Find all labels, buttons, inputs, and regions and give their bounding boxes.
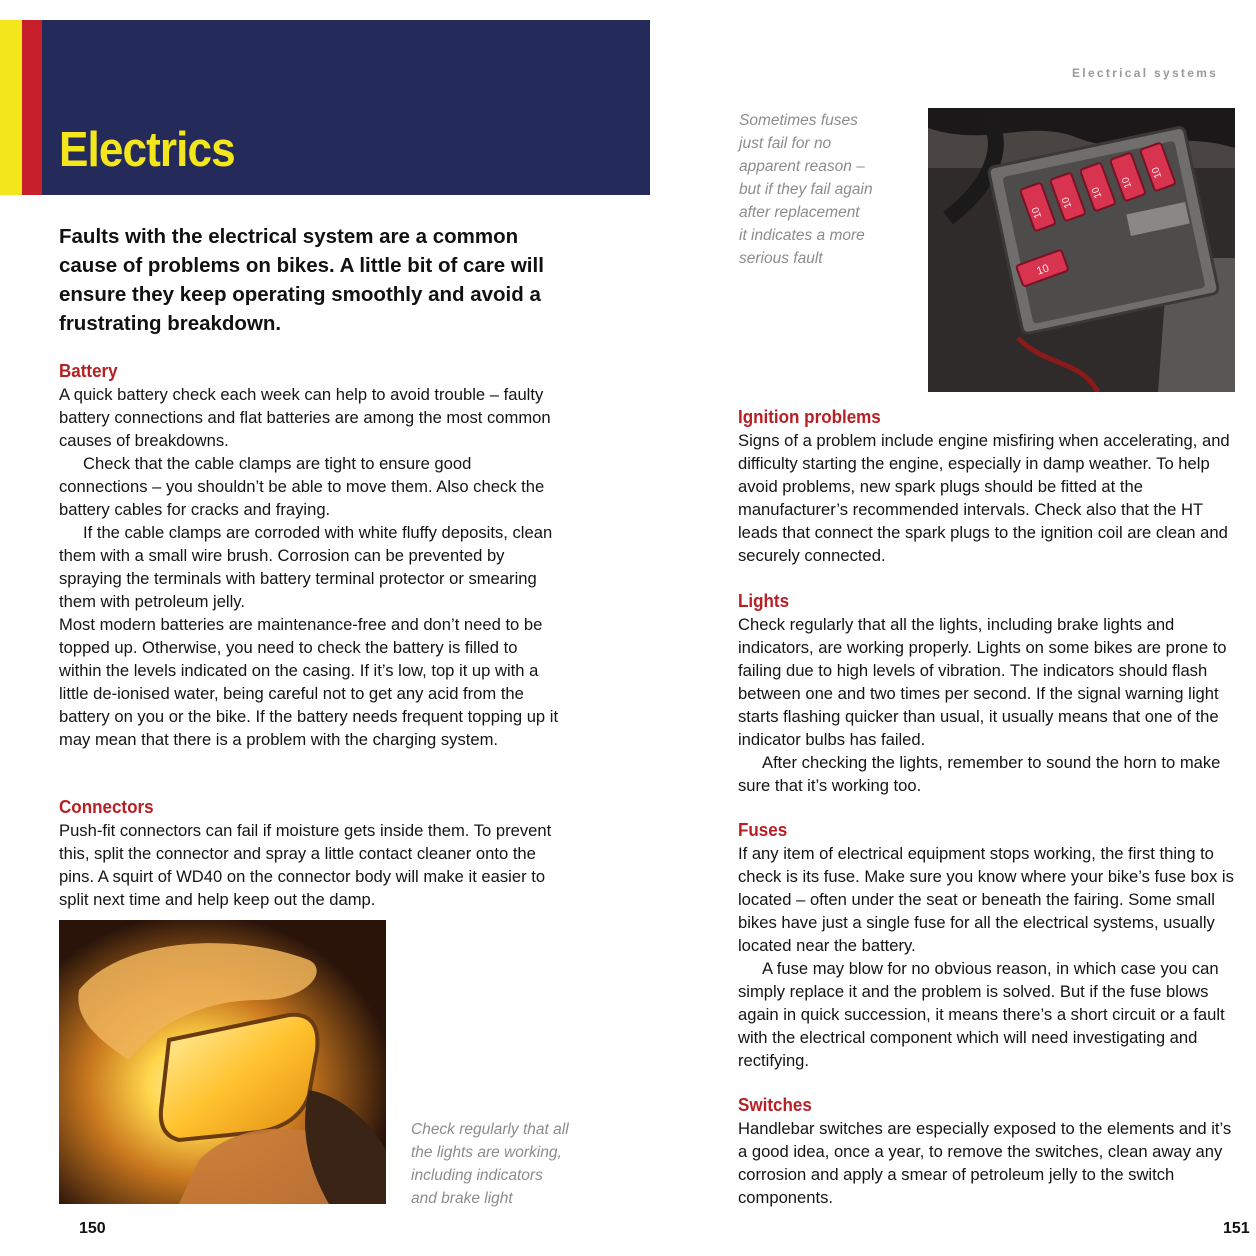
intro-paragraph: Faults with the electrical system are a common cause of problems on bikes. A little bit of care will ensure they keep operating smoothly and avoid a frustrating breakdown.: [59, 225, 544, 335]
fuse-label: 10: [1150, 165, 1165, 180]
paragraph: Push-fit connectors can fail if moisture gets inside them. To prevent this, split the connector and spray a little contact cleaner onto the pins. A squirt of WD40 on the connector body will make it easier to split next time and help keep out the damp.: [59, 821, 552, 909]
section-heading: Connectors: [59, 796, 154, 817]
paragraph: After checking the lights, remember to sound the horn to make sure that it’s working too.: [738, 753, 1221, 795]
fuse-label: 10: [1090, 185, 1105, 200]
chapter-title: Electrics: [59, 123, 235, 177]
caption-line: the lights are working,: [411, 1144, 562, 1161]
section-heading: Switches: [738, 1094, 812, 1115]
section-heading: Lights: [738, 590, 790, 611]
caption-line: after replacement: [739, 204, 860, 221]
caption-line: Sometimes fuses: [739, 112, 858, 129]
fuse-photo-caption: [739, 109, 919, 270]
fuse-label: 10: [1060, 195, 1075, 210]
section-heading: Fuses: [738, 819, 788, 840]
fuse-box-image: [928, 108, 1235, 392]
section-fuses: [738, 818, 1243, 1072]
paragraph: A quick battery check each week can help to avoid trouble – faulty battery connections and flat batteries are among the most common causes of breakdowns.: [59, 385, 551, 450]
caption-line: but if they fail again: [739, 181, 873, 198]
caption-line: apparent reason –: [739, 158, 865, 175]
section-battery: [59, 359, 564, 751]
paragraph: Signs of a problem include engine misfiring when accelerating, and difficulty starting the engine, especially in damp weather. To help avoid problems, new spark plugs should be fitted at the manufacturer’s recommended intervals. Check also that the HT leads that connect the spark plugs to the ignition coil are clean and securely connected.: [738, 431, 1230, 565]
page-number-right: 151: [1223, 1220, 1250, 1237]
light-photo-caption: [411, 1118, 611, 1210]
caption-line: Check regularly that all: [411, 1121, 569, 1138]
paragraph: Handlebar switches are especially exposed to the elements and it’s a good idea, once a year, to remove the switches, clean away any corrosion and apply a smear of petroleum jelly to the switch components.: [738, 1119, 1232, 1207]
indicator-light-image: [59, 920, 386, 1204]
red-stripe: [22, 20, 42, 195]
indicator-light-photo: [59, 920, 386, 1204]
paragraph: If any item of electrical equipment stops working, the first thing to check is its fuse. Make sure you know where your bike’s fuse box is located – often under the seat or beneath the fairing. Some small bikes have just a single fuse for all the electrical systems, usually located near the battery.: [738, 844, 1234, 955]
fuse-label: 10: [1030, 205, 1045, 220]
caption-line: including indicators: [411, 1167, 543, 1184]
paragraph: Most modern batteries are maintenance-free and don’t need to be topped up. Otherwise, you need to check the battery is filled to within the levels indicated on the casing. If it’s low, top it up with a little de-ionised water, being careful not to get any acid from the battery on you or the bike. If the battery needs frequent topping up it may mean that there is a problem with the charging system.: [59, 615, 559, 749]
caption-line: and brake light: [411, 1190, 513, 1207]
caption-line: serious fault: [739, 250, 823, 267]
fuse-label: 10: [1035, 262, 1051, 278]
paragraph: A fuse may blow for no obvious reason, in which case you can simply replace it and the problem is solved. But if the fuse blows again in quick succession, it means there’s a short circuit or a fault with the electrical component which will need investigating and rectifying.: [738, 959, 1225, 1070]
fuse-label: 10: [1120, 175, 1135, 190]
section-connectors: [59, 795, 564, 911]
section-lights: [738, 589, 1243, 797]
running-head: Electrical systems: [1072, 66, 1219, 80]
paragraph: If the cable clamps are corroded with white fluffy deposits, clean them with a small wire brush. Corrosion can be prevented by spraying the terminals with battery terminal protector or smearing them with petroleum jelly.: [59, 523, 553, 611]
yellow-stripe: [0, 20, 22, 195]
paragraph: Check that the cable clamps are tight to ensure good connections – you shouldn’t be able to move them. Also check the battery cables for cracks and fraying.: [59, 454, 545, 519]
section-ignition: [738, 405, 1243, 567]
section-switches: [738, 1093, 1243, 1209]
caption-line: it indicates a more: [739, 227, 865, 244]
page-number-left: 150: [79, 1220, 106, 1237]
caption-line: just fail for no: [739, 135, 832, 152]
section-heading: Battery: [59, 360, 118, 381]
section-heading: Ignition problems: [738, 406, 881, 427]
fuse-box-photo: [928, 108, 1235, 392]
paragraph: Check regularly that all the lights, including brake lights and indicators, are working properly. Lights on some bikes are prone to failing due to high levels of vibration. The indicators should flash between one and two times per second. If the signal warning light starts flashing quicker than usual, it usually means that one of the indicator bulbs has failed.: [738, 615, 1227, 749]
